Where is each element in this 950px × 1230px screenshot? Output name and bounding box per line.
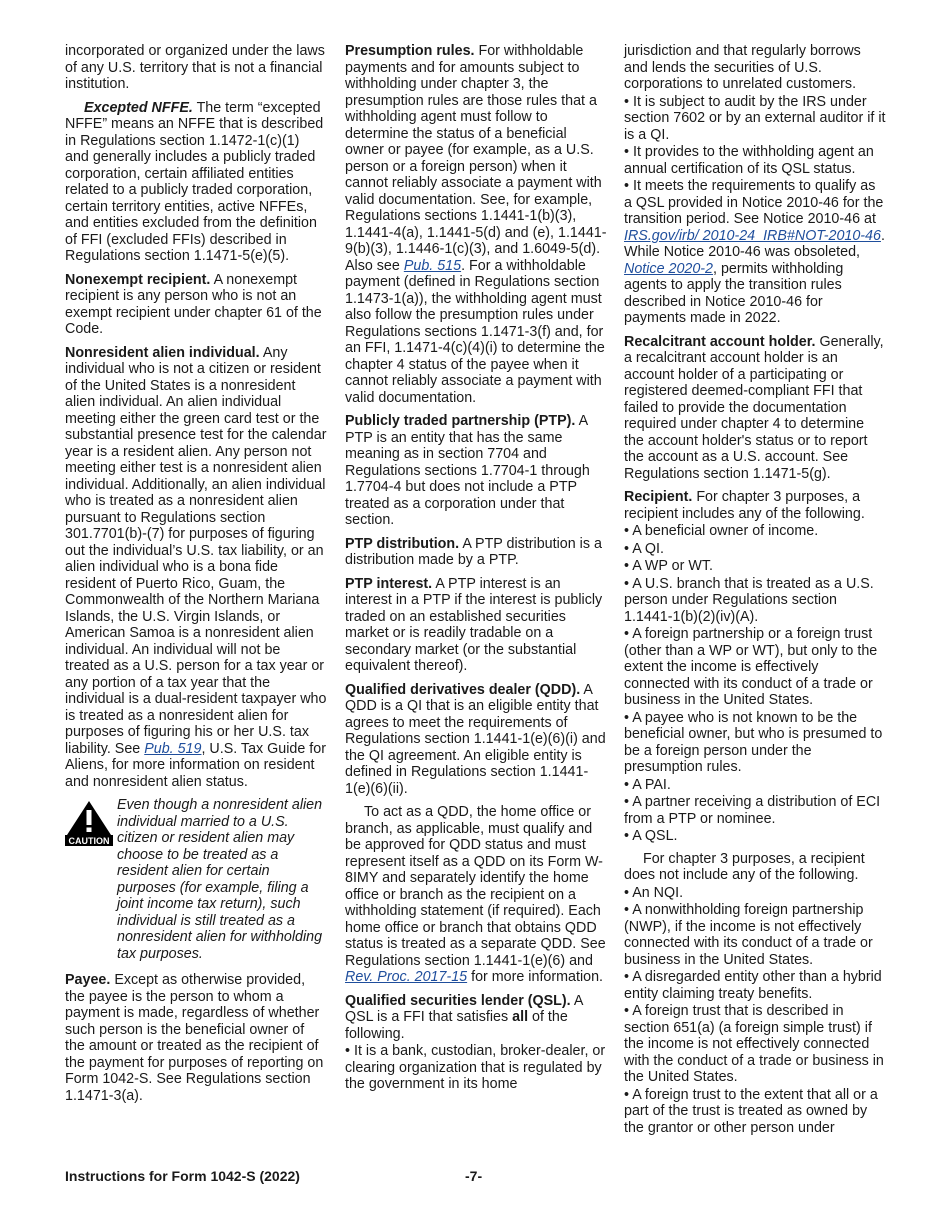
page-footer: [65, 1168, 887, 1186]
list-item: • A foreign trust that is described in section 651(a) (a foreign simple trust) if the income is not effectively connected with the conduct of a trade or business in the United States.: [624, 1003, 884, 1085]
ptp-interest-text: A PTP interest is an interest in a PTP if the interest is publicly traded on an established securities market or is readily tradable on a secondary market (or the substantial equivalent thereof).: [345, 575, 603, 674]
list-item: • A foreign trust to the extent that all or a part of the trust is treated as owned by the grantor or other person under: [624, 1086, 878, 1136]
term-ptp-interest: PTP interest.: [345, 575, 433, 592]
excepted-nffe-paragraph: [65, 100, 327, 265]
caution-text: Even though a nonresident alien individual married to a U.S. citizen or resident alien may choose to be treated as a resident alien for certain purposes (for example, filing a joint income tax return), such individual is still treated as a nonresident alien for withholding tax purposes.: [117, 797, 323, 962]
list-item: • A nonwithholding foreign partnership (NWP), if the income is not effectively connected with its conduct of a trade or business in the United States.: [624, 902, 873, 968]
term-presumption-rules: Presumption rules.: [345, 43, 475, 59]
term-payee: Payee.: [65, 972, 111, 988]
ptp-distribution-paragraph: [345, 536, 607, 569]
list-item: • A disregarded entity other than a hybrid entity claiming treaty benefits.: [624, 969, 882, 1002]
caution-box: [65, 797, 327, 962]
list-item: • It meets the requirements to qualify as a QSL provided in Notice 2010-46 for the transition period. See Notice 2010-46 at IRS.gov/irb/ 2010-24_IRB#NOT-2010-46. While Notice 2010-46 was obsoleted, Notice 2020-2, permits withholding agents to apply the transition rules described in Notice 2010-46 for payments made in 2022.: [624, 178, 885, 326]
presumption-rules-text: For withholdable payments and for amounts subject to withholding under chapter 3, the presumption rules are those rules that a withholding agent must follow to determine the status of a beneficial owner or payee (for example, as a U.S. person or a foreign person) when it cannot reliably associate a payment with valid documentation. See, for example, Regulations sections 1.1441-1(b)(3), 1.1441-4(a), 1.1441-5(d) and (e), 1.1441-9(b)(3), 1.1446-1(c)(3), and 1.6049-5(d). Also see: [345, 43, 607, 274]
column-1: [65, 43, 327, 1111]
ptp-paragraph: [345, 413, 607, 529]
term-nonexempt-recipient: Nonexempt recipient.: [65, 271, 211, 288]
qsl-text: A QSL is a FFI that satisfies: [345, 992, 583, 1025]
term-ptp-distribution: PTP distribution.: [345, 535, 460, 552]
qdd-text: A QDD is a QI that is an eligible entity that agrees to meet the requirements of Regulations section 1.1441-1(e)(6)(i) and the QI agreement. An eligible entity is defined in Regulations section 1.1441-1(e)(6)(ii).: [345, 681, 606, 797]
pub-519-link[interactable]: Pub. 519: [144, 740, 202, 757]
notice-2020-2-link[interactable]: Notice 2020-2: [624, 260, 714, 277]
payee-text: Except as otherwise provided, the payee is the person to whom a payment is made, regardless of whether such person is the beneficial owner of the amount or treated as the recipient of the payment for purposes of reporting on Form 1042-S. See Regulations section 1.1471-3(a).: [65, 972, 324, 1104]
column-3: [624, 43, 886, 1137]
qdd-paragraph-2: [345, 804, 607, 986]
page-number: -7-: [465, 1168, 483, 1184]
nonexempt-recipient-text: A nonexempt recipient is any person who is not an exempt recipient under chapter 61 of the Code.: [65, 271, 322, 337]
ptp-distribution-text: A PTP distribution is a distribution made by a PTP.: [345, 535, 602, 568]
nonexempt-recipient-paragraph: [65, 272, 327, 338]
qdd-text-2-end: for more information.: [471, 969, 604, 985]
list-item: • A U.S. branch that is treated as a U.S. person under Regulations section 1.1441-1(b)(2)(iv)(A).: [624, 575, 874, 625]
term-excepted-nffe: Excepted NFFE.: [84, 99, 193, 116]
paragraph-continuation: incorporated or organized under the laws of any U.S. territory that is not a financial institution.: [65, 43, 325, 92]
list-item: • It provides to the withholding agent an annual certification of its QSL status.: [624, 144, 874, 177]
rev-proc-2017-15-link[interactable]: Rev. Proc. 2017-15: [345, 969, 468, 985]
pub-515-link[interactable]: Pub. 515: [403, 257, 462, 274]
list-item: • An NQI.: [624, 884, 684, 901]
nonresident-alien-text: Any individual who is not a citizen or resident of the United States is a nonresident alien individual. An alien individual meeting either the green card test or the substantial presence test for the calendar year is a resident alien. Any person not meeting either test is a nonresident alien individual. Additionally, an alien individual who is treated as a nonresident alien pursuant to Regulations section 301.7701(b)-(7) for purposes of figuring out the individual’s U.S. tax liability, or an alien individual who is a bona fide resident of Puerto Rico, Guam, the Commonwealth of the Northern Mariana Islands, the U.S. Virgin Islands, or American Samoa is a nonresident alien individual. An individual will not be treated as a U.S. person for a tax year or any portion of a tax year that the individual is a dual-resident taxpayer who is treated as a nonresident alien for purposes of figuring his or her U.S. tax liability. See: [65, 344, 327, 757]
paragraph-continuation: jurisdiction and that regularly borrows and lends the securities of U.S. corporations to unrelated customers.: [624, 43, 861, 92]
ptp-interest-paragraph: [345, 576, 607, 675]
recalcitrant-paragraph: [624, 334, 886, 483]
list-item: • A QSL.: [624, 828, 678, 844]
list-item: • A QI.: [624, 540, 664, 557]
list-item: • It is subject to audit by the IRS under section 7602 or by an external auditor if it is a QI.: [624, 93, 886, 143]
list-item: • A partner receiving a distribution of ECI from a PTP or nominee.: [624, 794, 881, 827]
term-qdd: Qualified derivatives dealer (QDD).: [345, 681, 581, 698]
term-recalcitrant: Recalcitrant account holder.: [624, 333, 816, 350]
caution-label: CAUTION: [68, 836, 110, 846]
recipient-text: For chapter 3 purposes, a recipient includes any of the following.: [624, 489, 865, 522]
footer-form-title: Instructions for Form 1042-S (2022): [65, 1168, 300, 1184]
recalcitrant-text: Generally, a recalcitrant account holder is an account holder of a participating or registered deemed-compliant FFI that failed to provide the documentation required under chapter 4 to determine the account holder's status or to report the account as a U.S. account. See Regulations section 1.1471-5(g).: [624, 333, 884, 482]
term-recipient: Recipient.: [624, 489, 693, 505]
qsl-all-bold: all: [512, 1009, 529, 1025]
ptp-text: A PTP is an entity that has the same meaning as in section 7704 and Regulations sections 1.7704-1 through 1.7704-4 but does not include a PTP treated as a corporation under that section.: [345, 413, 590, 528]
list-item: • A PAI.: [624, 776, 671, 793]
list-item: • A beneficial owner of income.: [624, 523, 819, 539]
recipient-exclusion-intro: For chapter 3 purposes, a recipient does not include any of the following.: [624, 850, 865, 883]
payee-paragraph: [65, 972, 327, 1104]
list-item: • A foreign partnership or a foreign trust (other than a WP or WT), but only to the extent the income is effectively connected with its conduct of a trade or business in the United States.: [624, 626, 878, 708]
column-2: [345, 43, 607, 1094]
irs-gov-irb-link[interactable]: IRS.gov/irb/ 2010-24_IRB#NOT-2010-46: [624, 227, 881, 244]
nonresident-alien-text-end: , U.S. Tax Guide for Aliens, for more information on resident and nonresident alien status.: [65, 740, 326, 790]
qdd-text-2: To act as a QDD, the home office or branch, as applicable, must qualify and be approved for QDD status and must represent itself as a QDD on its Form W-8IMY and separately identify the home office or branch as the recipient on a withholding statement (if required). Each home office or branch that obtains QDD status is treated as a separate QDD. See Regulations section 1.1441-1(e)(6) and: [345, 804, 606, 969]
list-item: • It is a bank, custodian, broker-dealer, or clearing organization that is regulated by the government in its home: [345, 1043, 606, 1092]
qsl-paragraph: [345, 993, 607, 1043]
term-nonresident-alien: Nonresident alien individual.: [65, 344, 260, 361]
qdd-paragraph: [345, 682, 607, 798]
presumption-rules-text-end: . For a withholdable payment (defined in Regulations section 1.1473-1(a)), the withholding agent must also follow the presumption rules under Regulations sections 1.1471-3(f) and, for an FFI, 1.1471-4(c)(4)(i) to determine the chapter 4 status of the payee when it cannot reliably associate a payment with valid documentation.: [345, 257, 605, 406]
presumption-rules-paragraph: [345, 43, 607, 406]
list-item: • A payee who is not known to be the beneficial owner, but who is presumed to be a foreign person under the presumption rules.: [624, 709, 883, 775]
term-ptp: Publicly traded partnership (PTP).: [345, 413, 576, 429]
list-item: • A WP or WT.: [624, 558, 713, 574]
term-qsl: Qualified securities lender (QSL).: [345, 992, 571, 1009]
recipient-paragraph: [624, 489, 886, 522]
qsl-text-end: of the following.: [345, 1009, 568, 1042]
excepted-nffe-text: The term “excepted NFFE” means an NFFE that is described in Regulations section 1.1472-1(c)(1) and generally includes a publicly traded corporation, certain affiliated entities related to a publicly traded corporation, certain territory entities, active NFFEs, and entities excluded from the definition of FFI (excluded FFIs) described in Regulations section 1.1471-5(e)(5).: [65, 99, 324, 264]
caution-icon: [65, 800, 113, 851]
nonresident-alien-paragraph: [65, 345, 327, 791]
